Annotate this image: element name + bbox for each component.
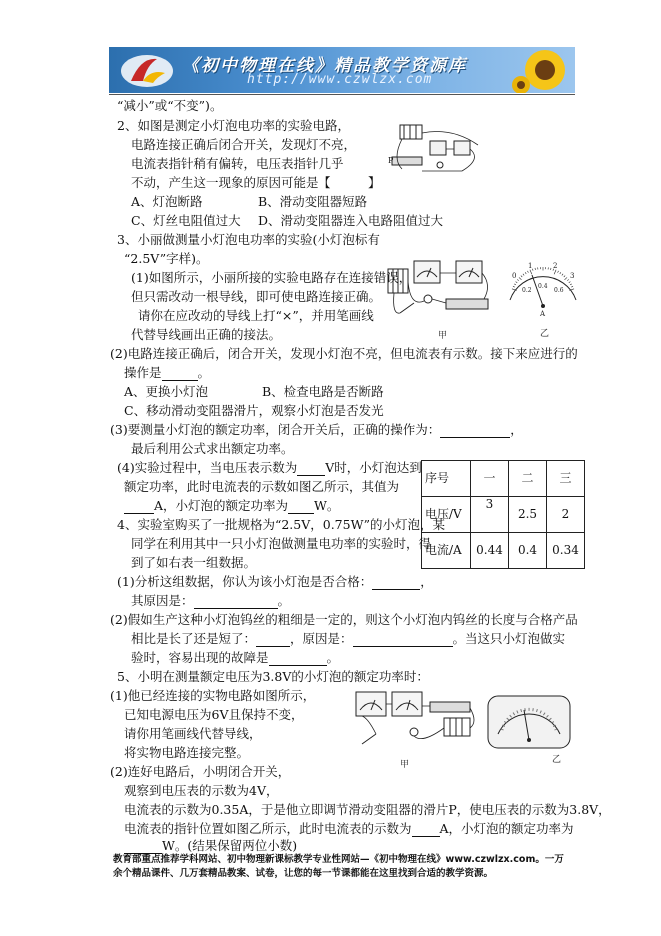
text-line: 到了如右表一组数据。 <box>131 555 257 570</box>
option-a: A、更换小灯泡 <box>124 384 209 399</box>
text-line: “2.5V”字样)。 <box>124 251 209 266</box>
question-2-stem: 2、如图是测定小灯泡电功率的实验电路， <box>117 118 350 133</box>
ammeter-dial-q5 <box>486 694 572 750</box>
text-line <box>131 631 565 647</box>
dial-tick <box>516 282 518 283</box>
table-cell: 三 <box>547 461 585 497</box>
table-row <box>422 497 585 533</box>
table-cell: 一 <box>471 461 509 497</box>
dial-tick <box>513 286 515 287</box>
dial-tick <box>521 276 522 277</box>
text-line <box>124 365 210 381</box>
text-fragment: 。 <box>326 650 340 665</box>
text-fragment: 相比是长了还是短了： <box>131 631 257 646</box>
option-c: C、灯丝电阻值过大 <box>131 213 241 228</box>
dial-sub-1: 0.2 <box>522 287 532 294</box>
dial-tick <box>569 282 571 283</box>
dial-tick <box>519 277 522 279</box>
answer-blank[interactable] <box>297 462 325 476</box>
data-table <box>421 460 585 569</box>
question-3-stem: 3、小丽做测量小灯泡电功率的实验(小灯泡标有 <box>117 232 380 247</box>
answer-blank[interactable] <box>124 500 154 514</box>
header-banner <box>109 47 575 93</box>
text-line <box>117 460 422 476</box>
dial-tick <box>560 272 561 274</box>
text-line: 代替导线画出正确的接法。 <box>131 327 282 342</box>
dial-unit-a: A <box>540 310 546 318</box>
banner-url[interactable]: http://www.czwlzx.com <box>247 72 433 87</box>
circuit-figure-q3-jia <box>384 255 494 335</box>
ammeter-dial-q3 <box>502 258 584 318</box>
text-line: 观察到电压表的示数为4V， <box>124 783 279 798</box>
circuit-figure-q5-jia <box>352 688 482 760</box>
text-line: 同学在利用其中一只小灯泡做测量电功率的实验时，得 <box>131 536 432 551</box>
banner-title: 《初中物理在线》精品教学资源库 <box>182 56 467 76</box>
table-cell: 2.5 <box>509 497 547 533</box>
text-line: (2)连好电路后，小明闭合开关， <box>110 764 291 779</box>
table-cell: 0.4 <box>509 533 547 569</box>
dial-tick <box>570 284 572 285</box>
text-line: 已知电源电压为6V且保持不变， <box>124 707 304 722</box>
answer-blank[interactable] <box>353 633 453 647</box>
dial-mark-1: 1 <box>528 262 533 270</box>
text-line: 但只需改动一根导线，即可使电路连接正确。 <box>131 289 382 304</box>
page-footer: 教育部重点推荐学科网站、初中物理新课标教学专业性网站—《初中物理在线》www.czwlzx.com。一万余个精品课件、几万套精品教案、试卷，让您的每一节课都能在这里找到合适的教学资源。 <box>113 854 564 879</box>
text-fragment: 。 <box>277 593 291 608</box>
dial-tick <box>567 279 569 280</box>
text-line: (2)电路连接正确后，闭合开关，发现小灯泡不亮，但电流表有示数。接下来应进行的 <box>110 346 578 361</box>
dial-sub-3: 0.6 <box>554 287 564 294</box>
dial-tick <box>554 270 556 275</box>
table-cell: 0.44 <box>471 533 509 569</box>
answer-blank[interactable] <box>194 595 278 609</box>
text-fragment: 。当这只小灯泡做实 <box>452 631 566 646</box>
dial-tick <box>532 269 533 271</box>
text-fragment: ，原因是： <box>290 631 353 646</box>
text-line: 电流表的示数为0.35A，于是他立即调节滑动变阻器的滑片P，使电压表的示数为3.8V， <box>124 802 611 817</box>
text-line: 电流表指针稍有偏转，电压表指针几乎 <box>131 156 344 171</box>
dial-mark-0: 0 <box>512 272 517 280</box>
answer-blank[interactable] <box>162 367 198 381</box>
table-cell: 0.34 <box>547 533 585 569</box>
option-c: C、移动滑动变阻器滑片，观察小灯泡是否发光 <box>124 403 384 418</box>
text-fragment: 操作是 <box>124 365 162 380</box>
option-a: A、灯泡断路 <box>131 194 203 209</box>
header-rule <box>109 94 575 95</box>
dial-tick <box>517 279 519 280</box>
text-line: 请你用笔画线代替导线， <box>124 726 262 741</box>
dial-tick <box>565 277 568 279</box>
text-line: (1)如图所示，小丽所接的实验电路存在连接错误， <box>131 270 412 285</box>
text-line: 电路连接正确后闭合开关，发现灯不亮， <box>131 137 357 152</box>
text-fragment: V时，小灯泡达到 <box>325 460 422 475</box>
fig2-p-label: P <box>388 156 394 165</box>
text-line <box>124 498 339 514</box>
table-cell: 序号 <box>422 461 471 497</box>
dial-tick <box>523 274 524 276</box>
question-4-stem: 4、实验室购买了一批规格为“2.5V，0.75W”的小灯泡，某 <box>117 517 446 532</box>
text-fragment: 验时，容易出现的故障是 <box>131 650 269 665</box>
text-fragment: W。 <box>314 498 340 513</box>
text-fragment: A，小灯泡的额定功率为 <box>439 821 574 836</box>
answer-bracket[interactable]: 【 】 <box>318 175 381 190</box>
text-line: 不动，产生这一现象的原因可能是 <box>131 175 319 190</box>
dial-mark-2: 2 <box>553 262 558 270</box>
answer-blank[interactable] <box>269 652 327 666</box>
table-cell: 电流/A <box>422 533 471 569</box>
option-b: B、滑动变阻器短路 <box>258 194 368 209</box>
text-fragment: A，小灯泡的额定功率为 <box>154 498 289 513</box>
dial-needle <box>532 275 543 306</box>
text-fragment: 电流表的指针位置如图乙所示，此时电流表的示数为 <box>124 821 412 836</box>
text-fragment: ， <box>510 422 523 437</box>
text-fragment: ， <box>420 574 433 589</box>
dial-tick <box>562 274 563 276</box>
dial-tick <box>527 271 528 273</box>
text-line <box>131 593 290 609</box>
text-line: (1)他已经连接的实物电路如图所示， <box>110 688 316 703</box>
table-row <box>422 461 585 497</box>
table-cell: 二 <box>509 461 547 497</box>
text-fragment: (4)实验过程中，当电压表示数为 <box>117 460 298 475</box>
text-line: (2)假如生产这种小灯泡钨丝的粗细是一定的，则这个小灯泡内钨丝的长度与合格产品 <box>110 612 578 627</box>
text-line: 额定功率，此时电流表的示数如图乙所示，其值为 <box>124 479 400 494</box>
text-fragment: 其原因是： <box>131 593 194 608</box>
figure-label-jia: 甲 <box>438 331 448 341</box>
figure-label-yi: 乙 <box>540 329 550 339</box>
text-fragment: (3)要测量小灯泡的额定功率，闭合开关后，正确的操作为： <box>110 422 441 437</box>
site-logo <box>117 51 177 91</box>
table-row <box>422 533 585 569</box>
option-d: D、滑动变阻器连入电路阻值过大 <box>258 213 444 228</box>
text-line <box>124 838 297 854</box>
circuit-figure-q2 <box>382 119 492 181</box>
question-5-stem: 5、小明在测量额定电压为3.8V的小灯泡的额定功率时： <box>117 669 429 684</box>
dial-tick <box>530 270 532 275</box>
dial-sub-2: 0.4 <box>538 283 548 290</box>
dial-mark-3: 3 <box>570 272 575 280</box>
sunflower-icon <box>509 47 575 93</box>
text-fragment: 。 <box>197 365 211 380</box>
text-line: “减小”或“不变”)。 <box>117 98 223 113</box>
text-line: 最后利用公式求出额定功率。 <box>131 441 294 456</box>
answer-blank[interactable] <box>440 424 510 438</box>
figure-label-jia-q5: 甲 <box>400 760 410 770</box>
text-line: 将实物电路连接完整。 <box>124 745 250 760</box>
dial-tick <box>525 272 526 274</box>
dial-tick <box>571 286 573 287</box>
answer-blank[interactable] <box>256 633 290 647</box>
figure-label-yi-q5: 乙 <box>552 755 562 765</box>
text-fragment: W。(结果保留两位小数) <box>162 838 298 853</box>
table-cell: 电压/V <box>422 497 471 533</box>
option-b: B、检查电路是否断路 <box>262 384 384 399</box>
text-line <box>110 422 523 438</box>
dial-tick <box>558 271 559 273</box>
text-line <box>124 821 574 837</box>
answer-blank[interactable] <box>412 823 440 837</box>
text-line <box>117 574 433 590</box>
answer-blank[interactable] <box>372 576 420 590</box>
answer-blank[interactable] <box>288 500 314 514</box>
answer-blank[interactable] <box>124 840 162 854</box>
text-fragment: (1)分析这组数据，你认为该小灯泡是否合格： <box>117 574 373 589</box>
text-line: 请你在应改动的导线上打“×”，并用笔画线 <box>138 308 374 323</box>
table-cell: 2 <box>547 497 585 533</box>
dial-tick <box>564 276 565 277</box>
dial-tick <box>514 284 516 285</box>
text-line <box>131 650 339 666</box>
table-cell: 3 <box>471 497 509 533</box>
